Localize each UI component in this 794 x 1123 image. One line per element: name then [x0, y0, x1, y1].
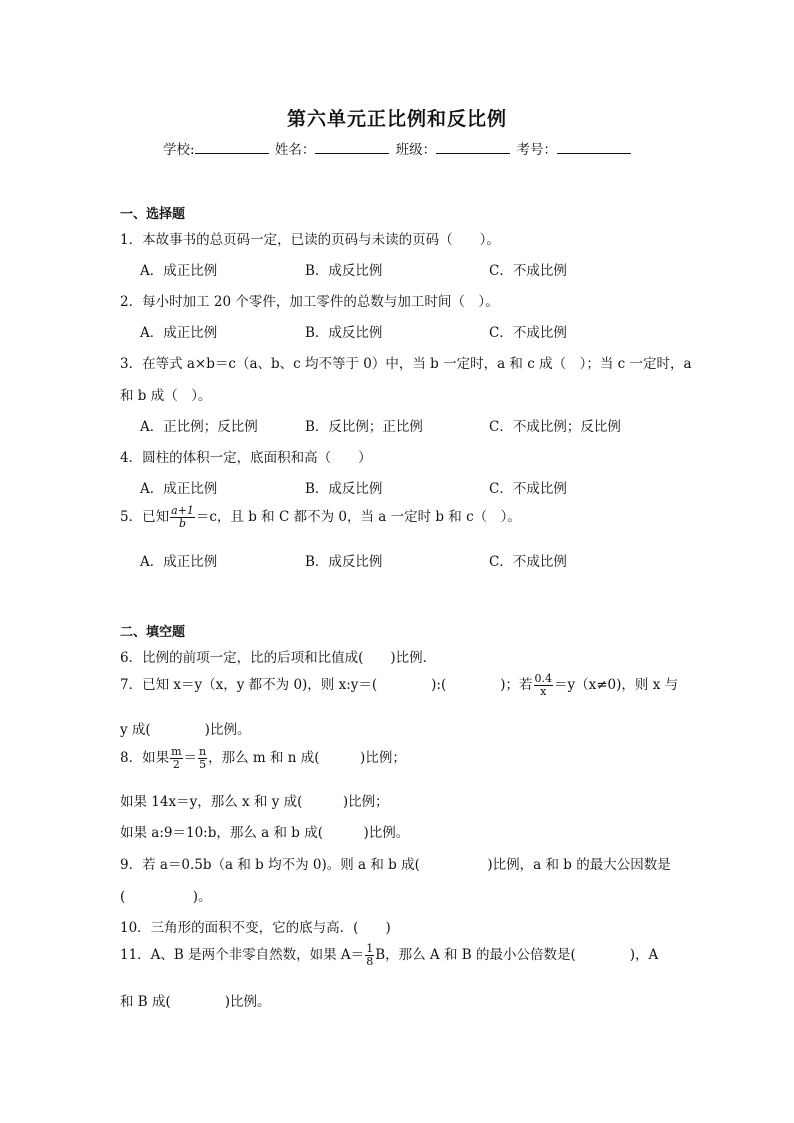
question-7-line-2: y 成( )比例。: [120, 722, 251, 738]
fraction-one-eighth: [365, 943, 374, 968]
option-b[interactable]: B．成反比例: [305, 554, 383, 570]
student-info-line: [163, 138, 633, 158]
question-2: 2．每小时加工 20 个零件，加工零件的总数与加工时间（ ）。: [120, 294, 499, 310]
option-c[interactable]: C．不成比例: [489, 263, 567, 279]
option-c[interactable]: C．不成比例: [489, 554, 567, 570]
equals-sign: ＝: [183, 750, 198, 766]
fraction-denominator: x: [540, 685, 547, 698]
school-blank[interactable]: [195, 140, 269, 154]
question-3-line-2: 和 b 成（ ）。: [120, 388, 212, 404]
fraction-n-over-5: [198, 746, 207, 771]
fraction-denominator: b: [178, 517, 186, 530]
option-b[interactable]: B．成反比例: [305, 263, 383, 279]
fraction: [534, 673, 554, 698]
name-label: 姓名：: [274, 142, 316, 158]
section-fill-heading: 二、填空题: [120, 625, 186, 640]
fraction-numerator: m: [171, 745, 182, 758]
section-choice-heading: 一、选择题: [120, 207, 186, 222]
name-blank[interactable]: [315, 140, 389, 154]
option-a[interactable]: A．成正比例: [140, 481, 218, 497]
question-8-line-1: [120, 746, 406, 771]
option-a[interactable]: A．成正比例: [140, 554, 218, 570]
school-label: 学校:: [163, 142, 195, 158]
fraction-numerator: 1: [366, 942, 374, 955]
option-c[interactable]: C．不成比例: [489, 325, 567, 341]
question-5-prefix: 5．已知: [120, 509, 170, 525]
question-5: [120, 505, 521, 530]
question-5-suffix: ＝c，且 b 和 C 都不为 0，当 a 一定时 b 和 c（ ）。: [195, 509, 521, 525]
option-c[interactable]: C．不成比例；反比例: [489, 419, 621, 435]
question-11-line-1: [120, 943, 658, 968]
page-title: 第六单元正比例和反比例: [286, 108, 507, 130]
fraction-m-over-2: [170, 746, 182, 771]
option-a[interactable]: A．成正比例: [140, 263, 218, 279]
class-blank[interactable]: [436, 140, 510, 154]
question-8-line-3: 如果 a:9＝10:b，那么 a 和 b 成( )比例。: [120, 825, 410, 841]
question-8-suffix: ，那么 m 和 n 成( )比例；: [208, 750, 406, 766]
option-a[interactable]: A．正比例；反比例: [140, 419, 258, 435]
question-9-line-2: ( )。: [120, 889, 212, 905]
fraction-denominator: 2: [172, 758, 180, 771]
number-blank[interactable]: [557, 140, 631, 154]
class-label: 班级：: [395, 142, 437, 158]
question-10: 10．三角形的面积不变，它的底与高．( ): [120, 920, 391, 936]
question-11-prefix: 11．A、B 是两个非零自然数，如果 A＝: [120, 947, 365, 963]
option-b[interactable]: B．反比例；正比例: [305, 419, 423, 435]
question-8-prefix: 8．如果: [120, 750, 170, 766]
question-4: 4．圆柱的体积一定，底面积和高（ ）: [120, 450, 372, 466]
question-1: 1．本故事书的总页码一定，已读的页码与未读的页码（ ）。: [120, 232, 500, 248]
question-9-line-1: 9．若 a＝0.5b（a 和 b 均不为 0)。则 a 和 b 成( )比例，a 和 b 的最大公因数是: [120, 857, 671, 873]
fraction: [170, 505, 195, 530]
option-b[interactable]: B．成反比例: [305, 481, 383, 497]
question-11-line-2: 和 B 成( )比例。: [120, 994, 271, 1010]
question-11-suffix: B，那么 A 和 B 的最小公倍数是( )，A: [375, 947, 659, 963]
question-8-line-2: 如果 14x＝y，那么 x 和 y 成( )比例；: [120, 794, 389, 810]
fraction-denominator: 5: [199, 758, 207, 771]
question-6: 6．比例的前项一定，比的后项和比值成( )比例．: [120, 650, 437, 666]
question-3-line-1: 3．在等式 a×b＝c（a、b、c 均不等于 0）中，当 b 一定时，a 和 c 成（ ）；当 c 一定时，a: [120, 356, 692, 372]
number-label: 考号：: [516, 142, 557, 158]
option-a[interactable]: A．成正比例: [140, 325, 218, 341]
option-c[interactable]: C．不成比例: [489, 481, 567, 497]
question-7-suffix: ＝y（x≠0)，则 x 与: [554, 677, 679, 693]
question-7-line-1: [120, 673, 678, 698]
fraction-numerator: n: [199, 745, 207, 758]
fraction-denominator: 8: [366, 955, 374, 968]
question-7-prefix: 7．已知 x＝y（x，y 都不为 0)，则 x:y＝( ):( )；若: [120, 677, 533, 693]
option-b[interactable]: B．成反比例: [305, 325, 383, 341]
fraction-numerator: 0.4: [534, 672, 552, 685]
fraction-numerator: a+1: [171, 504, 194, 517]
